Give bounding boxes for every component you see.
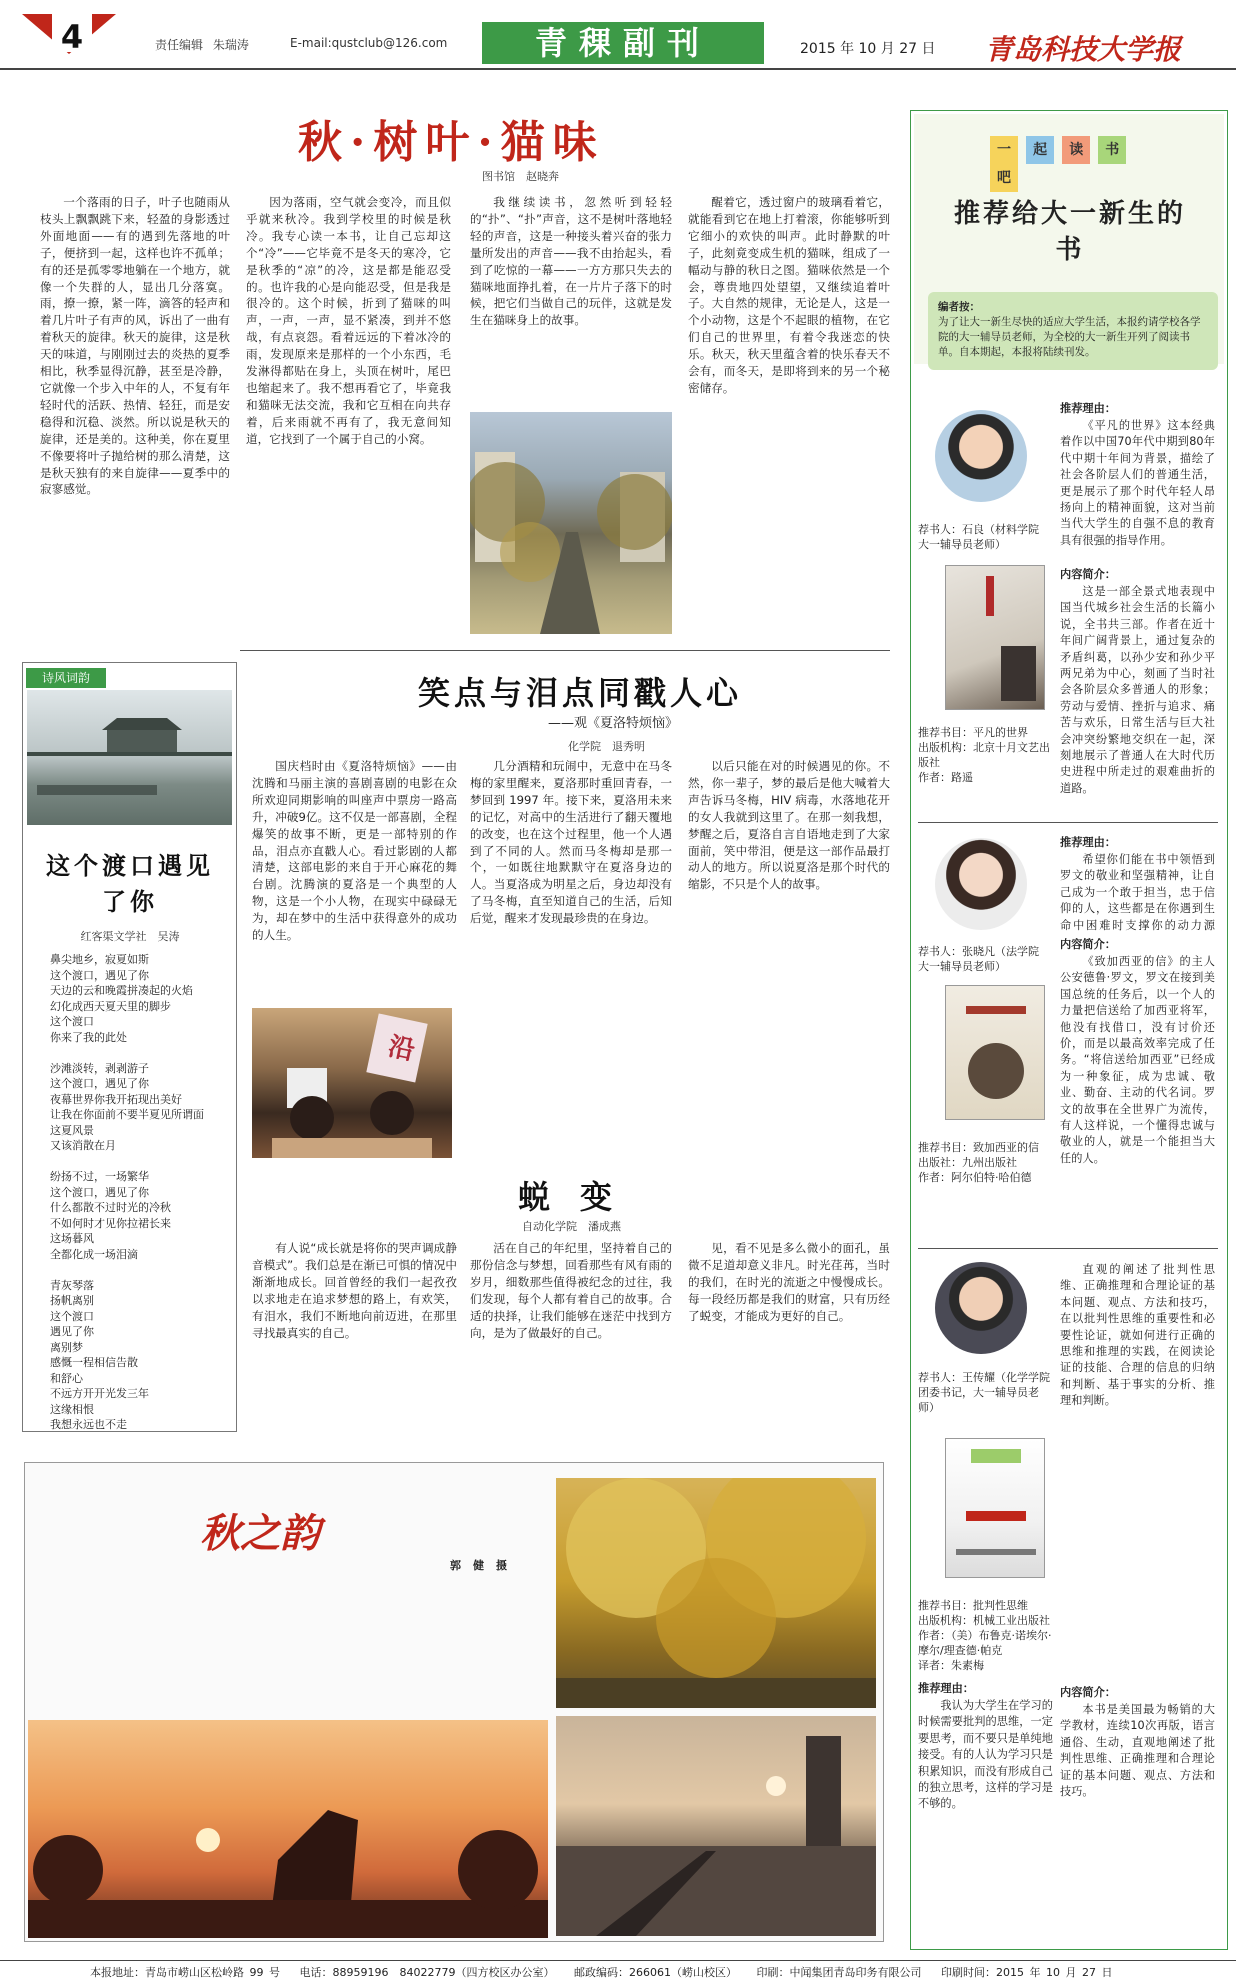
article2-movie-still	[252, 1008, 452, 1158]
book-2-reason-label: 推荐理由：	[1060, 836, 1116, 849]
sunset-pier-image	[556, 1716, 876, 1936]
book-1-content-text: 这是一部全景式地表现中国当代城乡社会生活的长篇小说，全书共三部。作者在近十年间广阔背景上，通过复杂的矛盾纠葛，以孙少安和孙少平两兄弟为中心，刻画了当时社会各阶层众多普通人的形象；劳动与爱情、挫折与追求、痛苦与欢乐，日常生活与巨大社会冲突纷繁地交织在一起，深刻地展示了普通人在大时代历史进程中所走过的艰难曲折的道路。	[1060, 585, 1215, 795]
newspaper-logo: 青岛科技大学报	[985, 33, 1182, 66]
page-footer	[90, 1964, 1126, 1980]
poem-line: 鼻尖地乡，寂夏如斯	[50, 953, 149, 966]
book-1-content-label: 内容简介：	[1060, 568, 1116, 581]
article3-byline: 自动化学院 潘成燕	[522, 1220, 621, 1233]
book-3-content-text: 本书是美国最为畅销的大学教材，连续10次再版，语言通俗、生动，直观地阐述了批判性思维、正确推理和合理论证的基本问题、观点、方法和技巧。	[1060, 1703, 1215, 1799]
article3-title: 蜕变	[518, 1178, 643, 1216]
recommender-3: 荐书人：王传耀（化学学院团委书记，大一辅导员老师）	[918, 1371, 1050, 1414]
book-3-reason-text: 我认为大学生在学习的时候需要批判的思维，一定要思考，而不要只是单纯地接受。有的人认为学习只是积累知识，而没有形成自己的独立思考，这样的学习是不够的。	[918, 1699, 1053, 1811]
page-number: 4	[60, 18, 84, 56]
poem-line: 这场暮风	[50, 1232, 94, 1245]
recommender-3-avatar	[935, 1262, 1027, 1354]
poem-line: 扬帆离别	[50, 1294, 94, 1307]
page-header	[0, 0, 1236, 68]
poem-line	[50, 1262, 225, 1278]
sidebar-title: 推荐给大一新生的书	[953, 199, 1186, 265]
photo-ginkgo-trees	[556, 1478, 876, 1708]
poem-line: 这缘相恨	[50, 1402, 94, 1416]
recommender-1-avatar	[935, 410, 1027, 502]
poem-line: 夜幕世界你我开拓现出美好	[50, 1092, 182, 1106]
book-1-author: 作者：路遥	[918, 771, 973, 784]
book-1-publisher: 出版机构：北京十月文艺出版社	[918, 741, 1050, 769]
book-3-intro	[1060, 1262, 1215, 1678]
book-2-cover	[945, 985, 1045, 1120]
editor-note	[928, 292, 1218, 370]
poem-author: 红客渠文学社 吴涛	[80, 930, 180, 943]
book-2-title: 推荐书目：致加西亚的信	[918, 1141, 1039, 1154]
banner-char: 吧	[990, 164, 1018, 192]
article2-text: 国庆档时由《夏洛特烦恼》——由沈腾和马丽主演的喜剧喜剧的电影在众所欢迎同期影响的叫座声中票房一路高升，冲破9亿。这不仅是一部喜剧，全程爆笑的故事不断，更是一部特别的作品，泪点亦直戳人心。看过影剧的人都清楚，这部电影的来自于开心麻花的舞台剧。沈腾演的夏洛是一个典型的人物，这是一个小人物，在现实中碌碌无为，却在梦中的生活中获得意外的成功的人生。	[252, 759, 457, 943]
book-2-content-text: 《致加西亚的信》的主人公安德鲁·罗文，罗文在接到美国总统的任务后，以一个人的力量把信送给了加西亚将军，他没有找借口，没有讨价还价，而是以最高效率完成了任务。“将信送给加西亚”已经成为一种象征，成为忠诚、敬业、勤奋、主动的代名词。罗文的故事在全世界广为流传，有人这样说，一个懂得忠诚与敬业的人，就是一个能担当大任的人。	[1060, 955, 1215, 1165]
book-2-meta	[918, 1140, 1053, 1185]
page-number-badge	[22, 14, 116, 54]
article1-column-4	[688, 194, 890, 639]
movie-still-image	[252, 1008, 452, 1158]
article3-text: 活在自己的年纪里，坚持着自己的那份信念与梦想，回看那些有风有雨的岁月，细数那些值得被纪念的过往，我们发现，每个人都有着自己的故事。合适的抉择，让我们能够在迷茫中找到方向，是为了做最好的自己。	[470, 1241, 672, 1340]
sidebar-divider	[918, 822, 1218, 823]
poem-pier-image	[27, 690, 232, 825]
poem-line	[50, 1154, 225, 1170]
poem-line: 和舒心	[50, 1371, 83, 1385]
book-1-reason	[1060, 418, 1215, 563]
poem-body	[50, 952, 225, 1433]
book-1-content	[1060, 584, 1215, 814]
article2-text: 几分酒精和玩闹中，无意中在马冬梅的家里醒来，夏洛那时重回青春，一梦回到 1997 年。接下来，夏洛用未来的记忆，对高中的生活进行了翻天覆地的改变，也在这个过程里，他一个人遇到了不同的人。然而马冬梅却是那一个，一如既往地默默守在夏洛身边的人。当夏洛成为明星之后，身边却没有了马冬梅，直至知道自己的生活，后知后觉，醒来才发现最珍贵的在身边。	[470, 759, 672, 926]
book-2-author: 作者：阿尔伯特·哈伯德	[918, 1171, 1032, 1184]
book-2-publisher: 出版社：九州出版社	[918, 1156, 1017, 1169]
article1-text: 我继续读书，忽然听到轻轻的“扑”、“扑”声音，这不是树叶落地轻轻的声音，这是一种接头着兴奋的张力量所发出的声音——我不由抬起头，看到了吃惊的一幕——一方方那只失去的猫咪地面挣扎着，在一片片子落下的时候，把它们当做自己的玩伴，这就是发生在猫咪身上的故事。	[470, 195, 672, 328]
article2-title: 笑点与泪点同戳人心	[418, 674, 743, 712]
poem-line: 感慨一程相信告散	[50, 1356, 138, 1369]
photo-sunset-pier	[556, 1716, 876, 1936]
article3-column-2	[470, 1240, 672, 1440]
footer-address: 本报地址：青岛市崂山区松岭路 99 号	[90, 1966, 280, 1979]
footer-divider	[0, 1960, 1236, 1961]
article3-column-3	[688, 1240, 890, 1440]
poem-line: 沙滩淡转，剥剥游子	[50, 1061, 149, 1075]
poem-line: 不远方开开光发三年	[50, 1387, 149, 1400]
editor-label: 责任编辑	[155, 38, 204, 52]
banner-char: 书	[1098, 136, 1126, 164]
book-1-cover-art	[946, 566, 1045, 710]
book-3-content	[1060, 1702, 1215, 1942]
poem-line: 我想永远也不走	[50, 1418, 127, 1431]
book-2-content	[1060, 954, 1215, 1240]
poem-line: 这个渡口	[50, 1015, 94, 1028]
poem-line: 青灰琴落	[50, 1278, 94, 1292]
poem-line: 天边的云和晚霞拼凑起的火焰	[50, 984, 193, 997]
reading-banner	[990, 136, 1155, 186]
book-1-reason-text: 《平凡的世界》这本经典着作以中国70年代中期到80年代中期十年间为背景，描绘了社会各阶层人们的普通生活，更是展示了那个时代年轻人昂扬向上的精神面貌，这对当前当代大学生的自强不息的教育具有很强的指导作用。	[1060, 419, 1215, 547]
book-3-reason-label: 推荐理由：	[918, 1682, 974, 1695]
sunset-building-image	[28, 1720, 548, 1938]
article3-column-1	[252, 1240, 457, 1440]
article1-divider	[240, 650, 890, 651]
article1-text: 因为落雨，空气就会变冷，而且似乎就来秋冷。我到学校里的时候是秋冷。我专心读一本书，让自己忘却这个“冷”——它毕竟不是冬天的寒冷，它是秋季的“凉”的冷，这是都是能忍受的。也许我的心是向能忍受，但是我是很冷的。这个时候，折到了猫咪的叫声，一声，一声，显不紧凑，到并不悠哉，有点哀怨。看着远远的下着冰冷的雨，发现原来是那样的一个小东西，毛发淋得都贴在身上，头顶在树叶，尾巴也缩起来了。我不想再看它了，毕竟我和猫咪无法交流，我和它互相在向共存着，后来雨就不再有了，我无意间知道，它找到了一个属于自己的小窝。	[246, 195, 451, 446]
book-3-title: 推荐书目：批判性思维	[918, 1599, 1028, 1612]
book-1-reason-label: 推荐理由：	[1060, 402, 1116, 415]
book-3-translator: 译者：朱素梅	[918, 1659, 984, 1672]
book-2-content-label: 内容简介：	[1060, 938, 1116, 951]
book-3-author: 作者：（美）布鲁克·诺埃尔·摩尔/理查德·帕克	[918, 1629, 1052, 1657]
article1-photo-campus-street	[470, 412, 672, 634]
poem-line: 这个渡口，遇见了你	[50, 1185, 149, 1199]
editor-name: 朱瑞涛	[212, 38, 249, 52]
book-3-reason	[918, 1698, 1053, 1943]
article2-text: 以后只能在对的时候遇见的你。不然，你一辈子，梦的最后是他大喊着大声告诉马冬梅，HIV 病毒，水落地花开的女人我就到这里了。在那一刻我想，梦醒之后，夏洛自言自语地走到了大家面前，笑中带泪，便是这一部作品最打动人的地方。所以说夏洛是那个时代的缩影，不只是个人的故事。	[688, 759, 890, 892]
editor-note-text: 为了让大一新生尽快的适应大学生活，本报约请学校各学院的大一辅导员老师，为全校的大一新生开列了阅读书单。自本期起，本报将陆续刊发。	[938, 316, 1201, 358]
poem-column-label: 诗风词韵	[26, 668, 106, 688]
ginkgo-trees-image	[556, 1478, 876, 1708]
book-1-title: 推荐书目：平凡的世界	[918, 726, 1028, 739]
footer-printer: 印刷：中闻集团青岛印务有限公司	[756, 1966, 922, 1979]
sidebar-divider	[918, 1248, 1218, 1249]
book-3-meta	[918, 1598, 1053, 1673]
poem-line: 纷扬不过，一场繁华	[50, 1170, 149, 1183]
recommender-2: 荐书人：张晓凡（法学院大一辅导员老师）	[918, 945, 1039, 973]
poem-line: 这夏风景	[50, 1123, 94, 1137]
photo-sunset-building	[28, 1720, 548, 1938]
editor-email[interactable]: E-mail:qustclub@126.com	[290, 36, 448, 50]
book-1-cover	[945, 565, 1045, 710]
book-2-cover-art	[946, 986, 1045, 1120]
poem-line: 不如何时才见你拉裙长来	[50, 1216, 171, 1230]
banner-char: 读	[1062, 136, 1090, 164]
article1-column-2	[246, 194, 451, 639]
book-1-meta	[918, 725, 1053, 785]
photo-feature-title: 秋之韵	[200, 1510, 320, 1557]
photo-feature-credit: 郭健摄	[450, 1559, 519, 1572]
movie-sign-text: 沿	[385, 1031, 418, 1067]
article1-column-3	[470, 194, 672, 404]
poem-line: 这个渡口	[50, 1309, 94, 1323]
poem-line: 什么都散不过时光的冷秋	[50, 1201, 171, 1214]
banner-char: 一	[990, 136, 1018, 164]
article1-column-1	[40, 194, 230, 639]
poem-line: 这个渡口，遇见了你	[50, 1077, 149, 1090]
recommender-2-avatar	[935, 838, 1027, 930]
pier-image	[27, 690, 232, 825]
footer-postcode: 邮政编码：266061（崂山校区）	[573, 1966, 737, 1979]
section-title: 青稞副刊	[482, 22, 764, 64]
poem-line: 幻化成西天夏天里的脚步	[50, 999, 171, 1013]
article2-column-3	[688, 758, 890, 1158]
article3-text: 见，看不见是多么微小的面孔，虽微不足道却意义非凡。时光荏苒，当时的我们，在时光的流逝之中慢慢成长。每一段经历都是我们的财富，只有历经了蜕变，才能成为更好的自己。	[688, 1241, 890, 1323]
editor-note-label: 编者按：	[938, 301, 980, 313]
book-3-cover	[945, 1438, 1045, 1578]
article2-column-2	[470, 758, 672, 1158]
poem-line: 遇见了你	[50, 1325, 94, 1338]
publication-date: 2015 年 10 月 27 日	[800, 41, 936, 57]
book-3-content-label: 内容简介：	[1060, 1686, 1116, 1699]
recommender-1: 荐书人：石良（材料学院大一辅导员老师）	[918, 523, 1039, 551]
poem-line: 离别梦	[50, 1340, 83, 1354]
article2-column-1	[252, 758, 457, 998]
banner-char: 起	[1026, 136, 1054, 164]
poem-line	[50, 1045, 225, 1061]
poem-line: 这个渡口，遇见了你	[50, 968, 149, 982]
campus-street-image	[470, 412, 672, 634]
article2-byline: 化学院 退秀明	[568, 740, 645, 753]
article1-byline: 图书馆 赵晓奔	[482, 170, 559, 183]
book-3-cover-art	[946, 1439, 1045, 1578]
book-3-publisher: 出版机构：机械工业出版社	[918, 1614, 1050, 1627]
article2-subtitle: ——观《夏洛特烦恼》	[548, 716, 679, 731]
footer-print-date: 印刷时间：2015 年 10 月 27 日	[940, 1966, 1113, 1979]
poem-title: 这个渡口遇见了你	[46, 851, 214, 916]
book-2-reason	[1060, 852, 1215, 934]
footer-phone: 电话：88959196 84022779（四方校区办公室）	[299, 1966, 555, 1979]
article1-title: 秋·树叶·猫味	[298, 117, 605, 168]
poem-line: 让我在你面前不要半夏见所谓面	[50, 1108, 204, 1121]
poem-line: 你来了我的此处	[50, 1030, 127, 1044]
poem-line: 又该消散在月	[50, 1139, 116, 1152]
editor-credit	[155, 36, 255, 53]
book-3-intro-text: 直观的阐述了批判性思维、正确推理和合理论证的基本问题、观点、方法和技巧，在以批判性思维的重要性和必要性论证，就如何进行正确的思维和推理的实践，在阅读论证的技能、合理的信息的归纳和判断、基于事实的分析、推理和判断。	[1060, 1263, 1215, 1408]
book-2-reason-text: 希望你们能在书中领悟到罗文的敬业和坚强精神，让自己成为一个敢于担当，忠于信仰的人，这些都是在你遇到生命中困难时支撑你的动力源	[1060, 853, 1215, 932]
article1-text: 一个落雨的日子，叶子也随雨从枝头上飘飘跳下来，轻盈的身影透过外面地面——有的遇到先落地的叶子，便挤到一起，这样也许不孤单；有的还是孤零零地躺在一个地方，就像一个失群的人，显出几分落寞。雨，撩一撩，紧一阵，滴答的轻声和着几片叶子有声的风，诉出了一曲有着秋天的旋律。秋天的旋律，这是秋天的味道，与刚刚过去的炎热的夏季相比，秋季显得沉静，甚至是冷静，它就像一个步入中年的人，不复有年轻时代的活跃、热情、轻狂，而是安稳得和沉稳、淡然。所以说是秋天的旋律，还是美的。这种美，你在夏里不像要将叶子抛给树的那么清楚，这是秋天独有的来自旋律——夏季中的寂寥感觉。	[40, 195, 230, 497]
article1-text: 醒着它，透过窗户的玻璃看着它，就能看到它在地上打着滚，你能够听到它细小的欢快的叫声。此时静默的叶子，此刻竟变成生机的猫咪，组成了一幅动与静的秋日之图。猫咪依然是一个会，尊贵地四处望望，又继续追着叶子。大自然的规律，无论是人，这是一个小动物，这是个不起眼的植物，在它们自己的世界里，有着令我迷恋的快乐。秋天，秋天里蕴含着的快乐春天不会有，而冬天，是即将到来的另一个秘密储存。	[688, 195, 890, 395]
header-divider	[0, 68, 1236, 70]
article3-text: 有人说“成长就是将你的哭声调成静音模式”。我们总是在渐已可惧的情况中渐渐地成长。回首曾经的我们一起孜孜以求地走在追求梦想的路上，有欢笑，有泪水，我们不断地向前迈进，在那里寻找最真实的自己。	[252, 1241, 457, 1340]
poem-line: 全都化成一场泪滴	[50, 1247, 138, 1261]
